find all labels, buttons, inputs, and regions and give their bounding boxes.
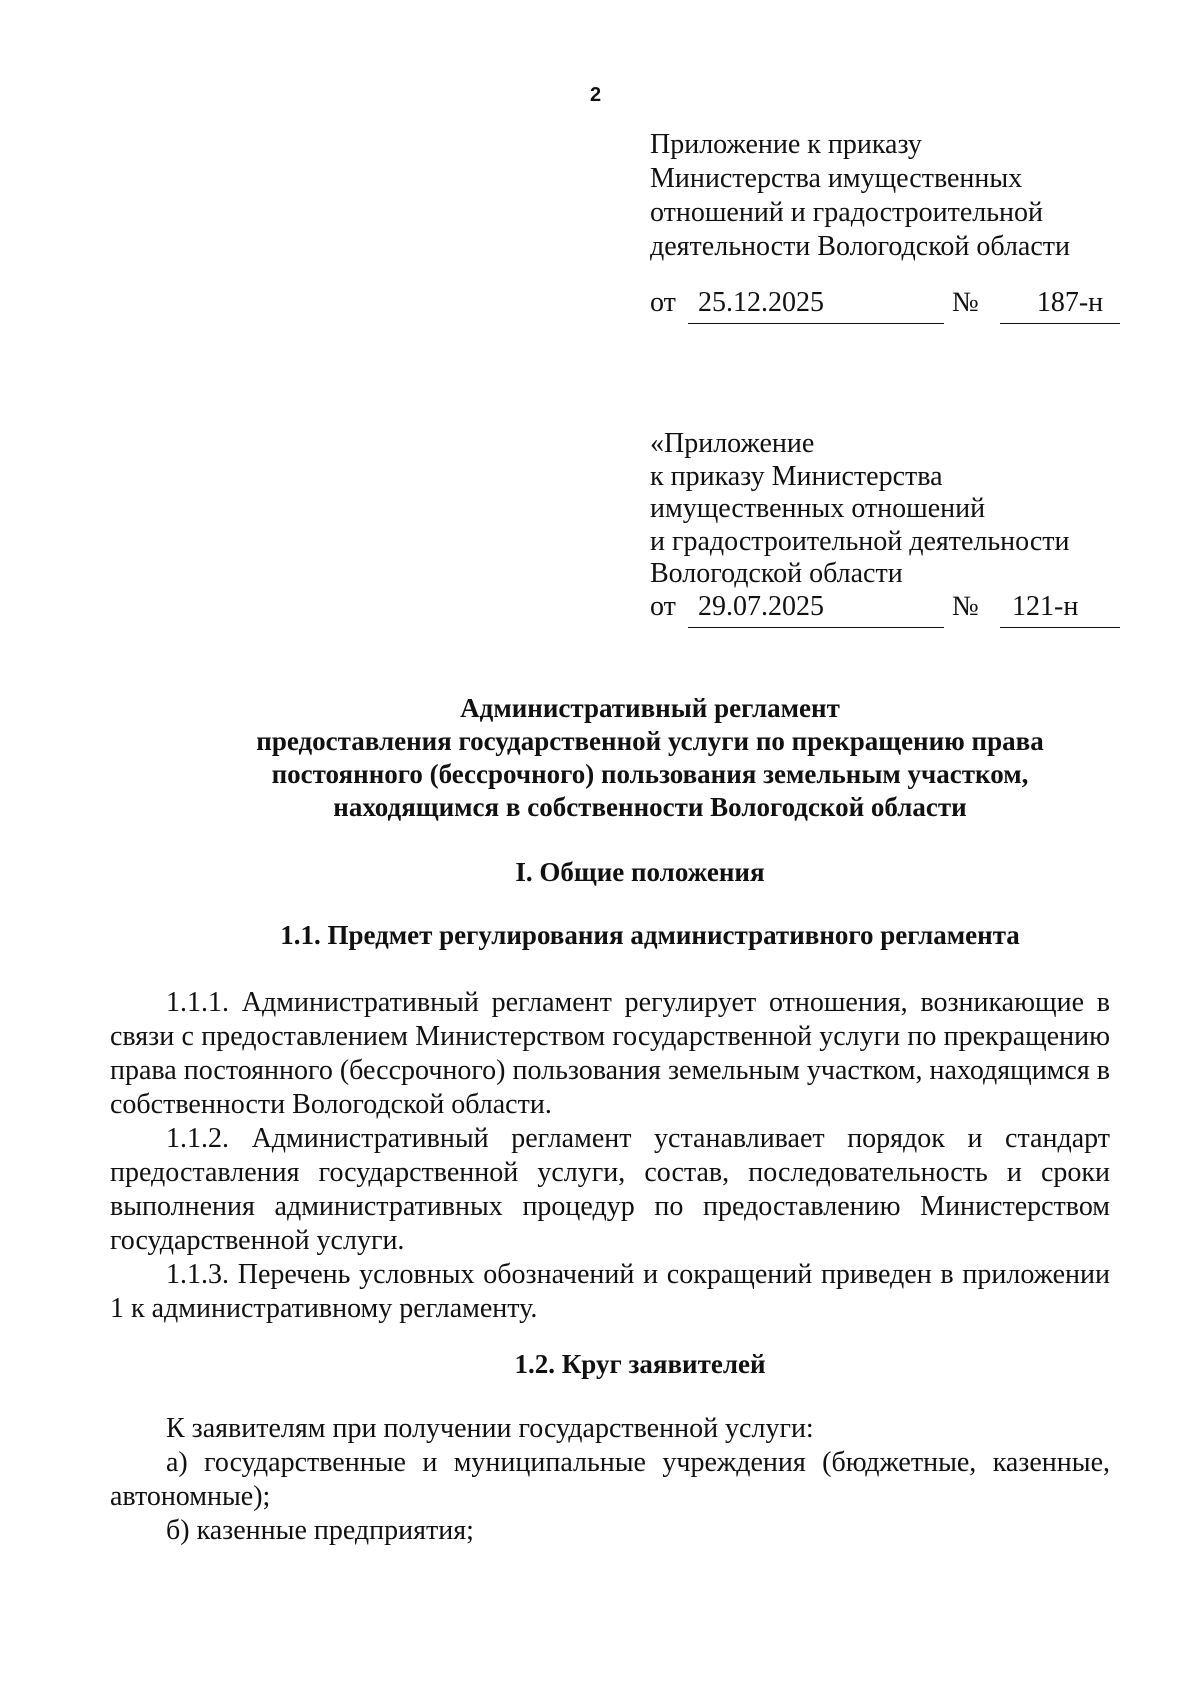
prior-order-date: 29.07.2025 [688, 590, 944, 628]
order-date: 25.12.2025 [688, 286, 944, 324]
appendix-header [650, 128, 1120, 264]
section-heading-applicants: 1.2. Круг заявителей [514, 1349, 766, 1379]
paragraph: 1.1.2. Административный регламент устанавливает порядок и стандарт предоставления государственной услуги, состав, последовательность и сроки выполнения административных процедур по предоставлению Министерством государственной услуги. [110, 1123, 1110, 1256]
document-title-line: предоставления государственной услуги по прекращению права [256, 726, 1044, 756]
prior-appendix-line: имущественных отношений [650, 493, 986, 524]
subject-paragraphs [110, 986, 1110, 1326]
paragraph: 1.1.3. Перечень условных обозначений и сокращений приведен в приложении 1 к административному регламенту. [110, 1259, 1110, 1324]
prior-appendix-header [650, 428, 1120, 591]
paragraph: б) казенные предприятия; [166, 1515, 474, 1546]
document-title-line: постоянного (бессрочного) пользования земельным участком, [271, 759, 1029, 789]
appendix-header-line: Министерства имущественных [650, 163, 1023, 194]
prior-appendix-line: и градостроительной деятельности [650, 525, 1070, 557]
paragraph: 1.1.1. Административный регламент регулирует отношения, возникающие в связи с предоставлением Министерством государственной услуги по прекращению права постоянного (бессрочного) пользования земельным участком, находящимся в собственности Вологодской области. [110, 987, 1110, 1120]
paragraph: а) государственные и муниципальные учреждения (бюджетные, казенные, автономные); [110, 1447, 1110, 1512]
page-number: 2 [590, 84, 602, 106]
order-date-line [650, 286, 1120, 326]
prior-appendix-line: к приказу Министерства [650, 460, 943, 492]
appendix-header-line: Приложение к приказу [650, 129, 922, 160]
paragraph: К заявителям при получении государственной услуги: [166, 1413, 814, 1444]
order-number: 187-н [1000, 286, 1120, 324]
prior-appendix-line: Вологодской области [650, 558, 903, 589]
applicants-paragraphs [110, 1412, 1110, 1548]
number-label: № [952, 591, 979, 622]
prior-order-date-line [650, 590, 1120, 630]
section-heading-general: I. Общие положения [515, 857, 765, 887]
from-label: от [650, 591, 676, 622]
from-label: от [650, 287, 676, 318]
appendix-header-line: отношений и градостроительной [650, 197, 1043, 228]
document-title [150, 692, 1150, 824]
section-heading-subject: 1.1. Предмет регулирования административного регламента [280, 920, 1020, 950]
document-title-line: находящимся в собственности Вологодской области [333, 792, 967, 822]
appendix-header-line: деятельности Вологодской области [650, 231, 1070, 262]
document-title-line: Административный регламент [460, 693, 840, 723]
prior-appendix-line: «Приложение [650, 428, 815, 459]
prior-order-number: 121-н [1000, 590, 1120, 628]
number-label: № [952, 287, 979, 318]
